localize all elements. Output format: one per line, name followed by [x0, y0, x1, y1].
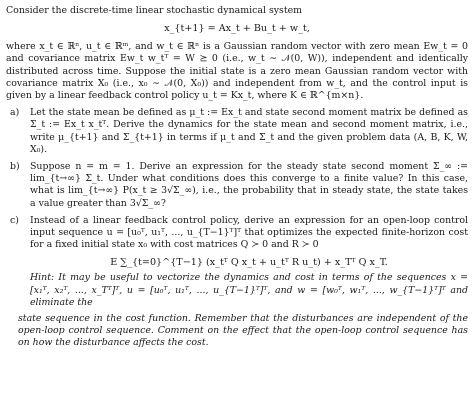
cost-equation: E ∑_{t=0}^{T−1} (x_tᵀ Q x_t + u_tᵀ R u_t) + x_Tᵀ Q x_T. — [110, 257, 388, 269]
part-c — [6, 215, 468, 309]
part-text: Let the state mean be defined as μ_t := Ex_t and state second moment matrix be defined as Σ_t := Ex_t x_tᵀ. Derive the dynamics for the state mean and second moment matrix, i.e., write μ_{t+1} and Σ_{t+1} in terms if μ_t and Σ_t and the given problem data (A, B, K, W, X₀). — [30, 107, 468, 155]
part-text: Suppose n = m = 1. Derive an expression for the steady state second moment Σ_∞ := lim_{t→∞} Σ_t. Under what conditions does this converge to a finite value? In this case, what is lim_{t→∞} P(x_t ≥ 3√Σ_∞), i.e., the probability that in steady state, the state takes a value greater than 3√Σ_∞? — [30, 161, 468, 209]
part-label: b) — [10, 161, 20, 173]
hint-continuation: state sequence in the cost function. Remember that the disturbances are independent of the open-loop control sequence. Comment on the effect that the open-loop control sequence has on how the disturbance affects the cost. — [18, 313, 468, 349]
part-text: Instead of a linear feedback control policy, derive an expression for an open-loop control input sequence u = [u₀ᵀ, u₁ᵀ, ..., u_{T−1}ᵀ]ᵀ that optimizes the expected finite-horizon cost for a fixed initial state x₀ with cost matrices Q ≻ 0 and R ≻ 0 — [30, 214, 468, 251]
part-a — [6, 107, 468, 156]
problem-description: where x_t ∈ ℝⁿ, u_t ∈ ℝᵐ, and w_t ∈ ℝⁿ is a Gaussian random vector with zero mean Ew_t = 0 and covariance matrix Ew_t w_tᵀ = W ⪰ 0 (i.e., w_t ∼ 𝒩(0, W)), independent and identically distributed across time. Suppose the initial state is a zero mean Gaussian random vector with covariance matrix X₀ (i.e., x₀ ∼ 𝒩(0, X₀)) and independent from w_t, and the control input is given by a linear feedback control policy u_t = Kx_t, where K ∈ ℝ^{m×n}. — [6, 41, 468, 102]
dynamics-equation: x_{t+1} = Ax_t + Bu_t + w_t, — [164, 23, 310, 35]
intro-text: Consider the discrete-time linear stochastic dynamical system — [6, 5, 303, 16]
part-b — [6, 161, 468, 210]
hint-text: Hint: It may be useful to vectorize the dynamics and cost in terms of the sequences x = [x₁ᵀ, x₂ᵀ, ..., x_Tᵀ]ᵀ, u = [u₀ᵀ, u₁ᵀ, ..., u_{T−1}ᵀ]ᵀ, and w = [w₀ᵀ, w₁ᵀ, ..., w_{T−1}ᵀ]ᵀ and eliminate the — [30, 272, 468, 308]
part-label: a) — [10, 107, 20, 119]
part-label: c) — [10, 214, 19, 226]
